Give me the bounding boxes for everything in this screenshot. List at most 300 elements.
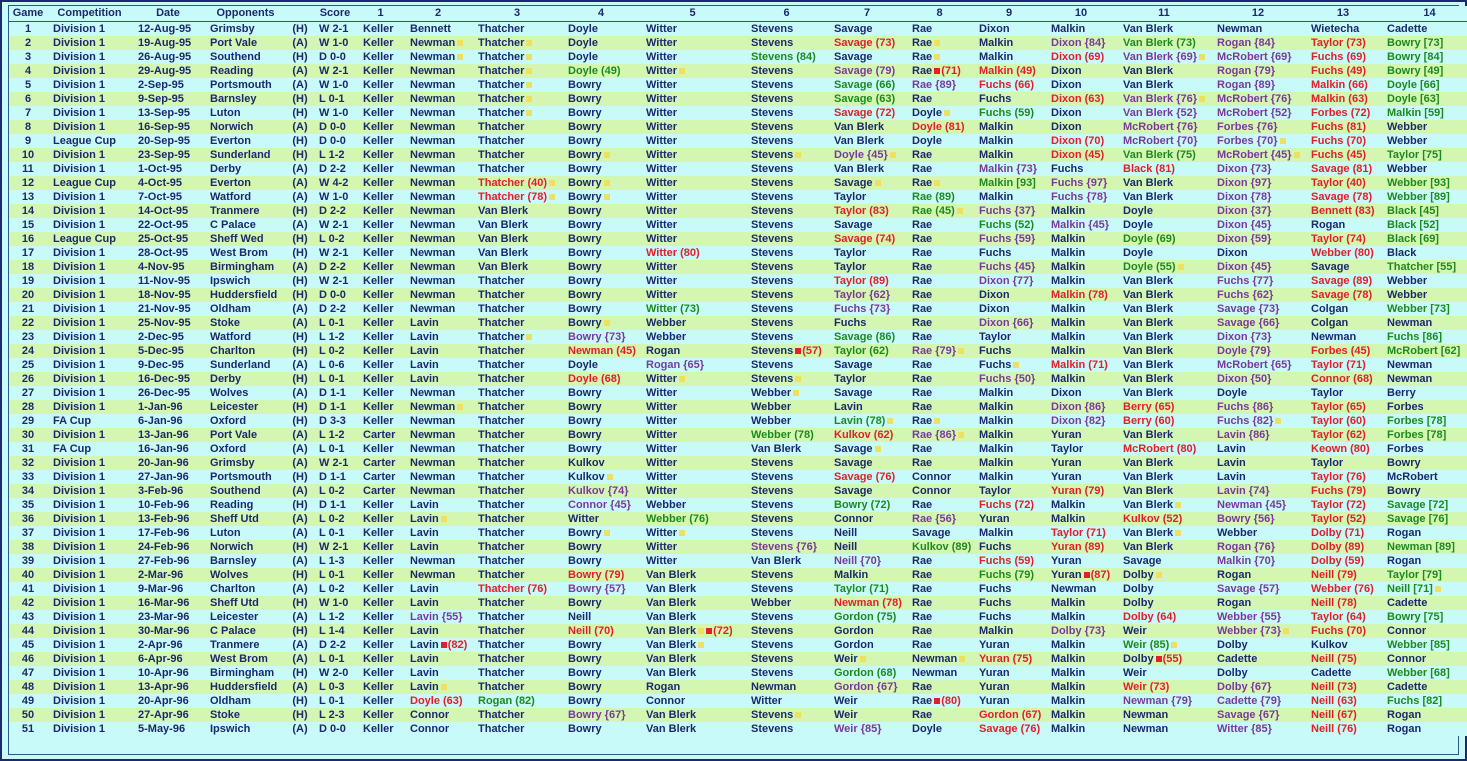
- player-cell: [973, 470, 1045, 484]
- player-cell: [1117, 302, 1211, 316]
- player-cell: [404, 92, 472, 106]
- player-cell: [640, 64, 745, 78]
- column-header[interactable]: 11: [1117, 6, 1211, 22]
- player-cell: [472, 680, 562, 694]
- venue-cell: (H): [287, 666, 313, 680]
- player-name: Fuchs [82]: [1387, 695, 1443, 707]
- score-cell: L 0-2: [313, 512, 357, 526]
- date-cell: 25-Nov-95: [132, 316, 204, 330]
- red-card-icon: [706, 628, 712, 634]
- score-cell: L 1-4: [313, 624, 357, 638]
- player-name: Fuchs: [979, 583, 1012, 595]
- table-row: [9, 302, 1467, 316]
- player-name: Webber {55}: [1217, 611, 1281, 623]
- player-name: Stevens: [751, 527, 794, 539]
- player-cell: [404, 260, 472, 274]
- column-header[interactable]: 5: [640, 6, 745, 22]
- player-name: Witter: [646, 261, 678, 273]
- player-cell: [906, 610, 973, 624]
- player-name: Malkin: [1051, 205, 1086, 217]
- column-header[interactable]: 3: [472, 6, 562, 22]
- player-name: Forbes: [1387, 443, 1424, 455]
- table-row: [9, 218, 1467, 232]
- score-cell: L 0-1: [313, 372, 357, 386]
- player-cell: [357, 624, 404, 638]
- player-name: Malkin (49): [979, 65, 1036, 77]
- player-cell: [1117, 414, 1211, 428]
- player-name: Rogan: [1311, 219, 1346, 231]
- date-cell: 2-Apr-96: [132, 638, 204, 652]
- venue-cell: (H): [287, 204, 313, 218]
- competition-cell: Division 1: [47, 274, 132, 288]
- player-name: Lavin: [410, 317, 439, 329]
- player-name: Webber {73}: [1217, 625, 1281, 637]
- player-cell: [1045, 386, 1117, 400]
- player-cell: [973, 414, 1045, 428]
- player-cell: [828, 190, 906, 204]
- player-name: Fuchs {59}: [979, 233, 1036, 245]
- player-cell: [906, 78, 973, 92]
- date-cell: 5-May-96: [132, 722, 204, 736]
- player-cell: [1381, 680, 1467, 694]
- column-header[interactable]: 14: [1381, 6, 1467, 22]
- player-name: Rae: [912, 289, 933, 301]
- yellow-card-icon: [1283, 628, 1289, 634]
- player-cell: [640, 400, 745, 414]
- player-name: Stevens: [751, 23, 794, 35]
- player-name: Black [69]: [1387, 233, 1439, 245]
- player-name: Yuran (79): [1051, 485, 1105, 497]
- player-name: Thatcher: [478, 163, 525, 175]
- player-name: Van Blerk: [751, 443, 802, 455]
- player-cell: [562, 708, 640, 722]
- player-cell: [562, 442, 640, 456]
- player-name: Malkin: [1051, 247, 1086, 259]
- venue-cell: (H): [287, 50, 313, 64]
- game-number: 14: [9, 204, 47, 218]
- player-cell: [1381, 456, 1467, 470]
- player-name: Cadette: [1311, 667, 1352, 679]
- player-cell: [973, 190, 1045, 204]
- table-row: [9, 470, 1467, 484]
- player-cell: [1117, 106, 1211, 120]
- player-cell: [562, 176, 640, 190]
- opponent-cell: Sunderland: [204, 358, 287, 372]
- competition-cell: Division 1: [47, 512, 132, 526]
- player-cell: [906, 568, 973, 582]
- player-cell: [1305, 540, 1381, 554]
- table-row: [9, 442, 1467, 456]
- player-name: Witter: [646, 233, 678, 245]
- player-name: Witter: [646, 135, 678, 147]
- player-name: Keller: [363, 373, 394, 385]
- player-cell: [828, 274, 906, 288]
- player-name: Savage {73}: [1217, 303, 1280, 315]
- player-name: Savage: [834, 387, 873, 399]
- column-header[interactable]: Date: [132, 6, 204, 22]
- player-name: Witter: [646, 177, 678, 189]
- player-name: Bowry: [568, 107, 602, 119]
- date-cell: 13-Sep-95: [132, 106, 204, 120]
- game-number: 46: [9, 652, 47, 666]
- player-name: Van Blerk: [1123, 303, 1174, 315]
- player-cell: [1381, 260, 1467, 274]
- date-cell: 24-Feb-96: [132, 540, 204, 554]
- player-name: Keller: [363, 709, 394, 721]
- player-cell: [357, 274, 404, 288]
- player-cell: [973, 386, 1045, 400]
- player-name: Thatcher: [478, 499, 525, 511]
- player-name: Taylor: [979, 485, 1012, 497]
- date-cell: 21-Nov-95: [132, 302, 204, 316]
- column-header[interactable]: 2: [404, 6, 472, 22]
- player-cell: [973, 78, 1045, 92]
- player-cell: [1045, 36, 1117, 50]
- player-cell: [1045, 414, 1117, 428]
- player-cell: [357, 106, 404, 120]
- player-cell: [1045, 428, 1117, 442]
- player-cell: [1211, 540, 1305, 554]
- game-number: 35: [9, 498, 47, 512]
- player-cell: [472, 246, 562, 260]
- date-cell: 9-Dec-95: [132, 358, 204, 372]
- opponent-cell: Reading: [204, 498, 287, 512]
- player-name: Malkin: [1051, 653, 1086, 665]
- player-cell: [1305, 204, 1381, 218]
- player-name: Yuran: [1051, 457, 1082, 469]
- yellow-card-icon: [526, 68, 532, 74]
- player-cell: [1211, 176, 1305, 190]
- player-cell: [640, 610, 745, 624]
- player-name: Savage (76): [834, 471, 896, 483]
- player-cell: [357, 652, 404, 666]
- column-header[interactable]: 7: [828, 6, 906, 22]
- player-name: Witter: [646, 415, 678, 427]
- player-name: Black (81): [1123, 163, 1175, 175]
- player-name: Keller: [363, 107, 394, 119]
- yellow-card-icon: [1275, 418, 1281, 424]
- yellow-card-icon: [934, 418, 940, 424]
- player-cell: [562, 288, 640, 302]
- player-name: Stevens: [751, 709, 794, 721]
- player-name: Stevens: [751, 499, 794, 511]
- table-row: [9, 232, 1467, 246]
- player-name: Fuchs {86}: [1217, 401, 1274, 413]
- opponent-cell: West Brom: [204, 246, 287, 260]
- column-header[interactable]: Game: [9, 6, 47, 22]
- column-header[interactable]: 1: [357, 6, 404, 22]
- yellow-card-icon: [934, 180, 940, 186]
- player-cell: [562, 694, 640, 708]
- yellow-card-icon: [526, 54, 532, 60]
- player-cell: [1117, 78, 1211, 92]
- date-cell: 1-Oct-95: [132, 162, 204, 176]
- player-cell: [1045, 694, 1117, 708]
- player-name: Dolby: [1217, 639, 1248, 651]
- player-name: Thatcher: [478, 653, 525, 665]
- column-header[interactable]: Opponents: [204, 6, 287, 22]
- competition-cell: Division 1: [47, 722, 132, 736]
- player-name: McRobert (80): [1123, 443, 1197, 455]
- competition-cell: Division 1: [47, 22, 132, 37]
- game-number: 41: [9, 582, 47, 596]
- player-name: Fuchs {45}: [979, 261, 1036, 273]
- player-cell: [640, 456, 745, 470]
- player-name: Taylor (71): [1311, 359, 1366, 371]
- player-cell: [906, 302, 973, 316]
- competition-cell: Division 1: [47, 470, 132, 484]
- player-name: Keller: [363, 93, 394, 105]
- player-cell: [1117, 582, 1211, 596]
- player-cell: [973, 134, 1045, 148]
- player-cell: [1045, 484, 1117, 498]
- player-name: Van Blerk: [1123, 289, 1174, 301]
- opponent-cell: Sunderland: [204, 148, 287, 162]
- player-cell: [973, 722, 1045, 736]
- player-cell: [357, 316, 404, 330]
- player-cell: [745, 204, 828, 218]
- column-header[interactable]: 12: [1211, 6, 1305, 22]
- yellow-card-icon: [860, 656, 866, 662]
- player-cell: [1045, 400, 1117, 414]
- player-name: Neill: [834, 541, 858, 553]
- table-row: [9, 176, 1467, 190]
- opponent-cell: Sheff Utd: [204, 596, 287, 610]
- player-name: Stevens: [751, 373, 794, 385]
- player-name: Fuchs (79): [1311, 485, 1367, 497]
- opponent-cell: Wolves: [204, 568, 287, 582]
- player-name: Webber: [1217, 527, 1258, 539]
- player-name: Savage (76): [979, 723, 1041, 735]
- player-cell: [745, 638, 828, 652]
- player-cell: [828, 22, 906, 37]
- table-row: [9, 624, 1467, 638]
- player-name: Savage (63): [834, 93, 896, 105]
- venue-cell: (A): [287, 358, 313, 372]
- player-name: Webber: [751, 401, 792, 413]
- player-cell: [640, 358, 745, 372]
- player-cell: [562, 470, 640, 484]
- player-cell: [404, 134, 472, 148]
- yellow-card-icon: [679, 376, 685, 382]
- competition-cell: Division 1: [47, 288, 132, 302]
- player-name: Van Blerk (73): [1123, 37, 1196, 49]
- player-cell: [562, 652, 640, 666]
- player-cell: [1117, 22, 1211, 37]
- player-cell: [472, 176, 562, 190]
- player-name: Thatcher: [478, 93, 525, 105]
- player-cell: [1305, 78, 1381, 92]
- player-name: Fuchs (59): [979, 107, 1035, 119]
- player-name: Malkin (63): [1311, 93, 1368, 105]
- player-name: Van Blerk: [1123, 191, 1174, 203]
- player-name: Witter (73): [646, 303, 700, 315]
- column-header[interactable]: 8: [906, 6, 973, 22]
- player-cell: [1045, 470, 1117, 484]
- player-cell: [1211, 568, 1305, 582]
- player-cell: [973, 638, 1045, 652]
- competition-cell: Division 1: [47, 246, 132, 260]
- player-name: Bowry: [568, 695, 602, 707]
- player-name: Stevens: [751, 107, 794, 119]
- player-cell: [640, 596, 745, 610]
- player-name: Newman: [410, 471, 456, 483]
- player-cell: [640, 540, 745, 554]
- competition-cell: Division 1: [47, 330, 132, 344]
- player-name: Fuchs (79): [979, 569, 1035, 581]
- player-name: Dolby: [1123, 597, 1154, 609]
- column-header[interactable]: 6: [745, 6, 828, 22]
- player-cell: [906, 64, 973, 78]
- player-cell: [1045, 260, 1117, 274]
- player-cell: [472, 722, 562, 736]
- player-cell: [828, 344, 906, 358]
- player-cell: [906, 596, 973, 610]
- red-card-icon: [934, 68, 940, 74]
- player-cell: [1211, 428, 1305, 442]
- player-name: Taylor: [979, 331, 1012, 343]
- player-name: Witter: [646, 289, 678, 301]
- column-header[interactable]: 4: [562, 6, 640, 22]
- player-cell: [640, 568, 745, 582]
- player-name: Newman: [410, 569, 456, 581]
- column-header[interactable]: Competition: [47, 6, 132, 22]
- player-cell: [828, 92, 906, 106]
- opponent-cell: Tranmere: [204, 204, 287, 218]
- player-cell: [1211, 610, 1305, 624]
- player-name: Malkin: [1051, 513, 1086, 525]
- player-cell: [745, 540, 828, 554]
- player-cell: [745, 106, 828, 120]
- player-name: Keown (80): [1311, 443, 1370, 455]
- score-cell: D 2-2: [313, 162, 357, 176]
- player-name: Malkin: [979, 625, 1014, 637]
- player-cell: [357, 190, 404, 204]
- column-header[interactable]: Score: [313, 6, 357, 22]
- player-name: Savage (89): [1311, 275, 1373, 287]
- player-cell: [1045, 666, 1117, 680]
- player-cell: [973, 694, 1045, 708]
- player-cell: [357, 288, 404, 302]
- player-name: Malkin: [1051, 597, 1086, 609]
- opponent-cell: Watford: [204, 330, 287, 344]
- player-cell: [472, 414, 562, 428]
- player-cell: [1117, 470, 1211, 484]
- player-cell: [404, 456, 472, 470]
- player-name: Van Blerk: [1123, 457, 1174, 469]
- player-cell: [1045, 190, 1117, 204]
- player-name: Rae: [912, 247, 933, 259]
- player-cell: [562, 484, 640, 498]
- venue-cell: (A): [287, 512, 313, 526]
- player-name: Keller: [363, 695, 394, 707]
- player-name: Lavin: [410, 373, 439, 385]
- player-name: Yuran: [979, 695, 1010, 707]
- player-name: McRobert: [1387, 471, 1438, 483]
- player-cell: [640, 92, 745, 106]
- venue-cell: (A): [287, 610, 313, 624]
- score-cell: L 0-2: [313, 484, 357, 498]
- player-cell: [357, 358, 404, 372]
- player-cell: [906, 428, 973, 442]
- player-name: Gordon: [834, 639, 874, 651]
- player-name: Rae {79}: [912, 345, 957, 357]
- competition-cell: Division 1: [47, 554, 132, 568]
- player-name: Savage (78): [1311, 289, 1373, 301]
- player-cell: [404, 666, 472, 680]
- player-name: Lavin {86}: [1217, 429, 1270, 441]
- player-name: Newman: [410, 289, 456, 301]
- player-name: Taylor (62): [1311, 429, 1366, 441]
- player-cell: [1305, 64, 1381, 78]
- column-header[interactable]: 9: [973, 6, 1045, 22]
- player-cell: [1381, 722, 1467, 736]
- player-name: Stevens: [751, 191, 794, 203]
- game-number: 45: [9, 638, 47, 652]
- player-cell: [1211, 512, 1305, 526]
- player-name: Yuran: [979, 639, 1010, 651]
- yellow-card-icon: [457, 404, 463, 410]
- player-cell: [1381, 596, 1467, 610]
- player-name: Rogan: [1387, 527, 1422, 539]
- player-name: Bowry: [568, 387, 602, 399]
- player-cell: [562, 638, 640, 652]
- player-name: Lavin (78): [834, 415, 886, 427]
- player-name: Bowry: [568, 163, 602, 175]
- player-name: Stevens: [751, 611, 794, 623]
- yellow-card-icon: [1171, 642, 1177, 648]
- opponent-cell: Barnsley: [204, 554, 287, 568]
- player-cell: [404, 568, 472, 582]
- player-cell: [1381, 400, 1467, 414]
- table-row: [9, 316, 1467, 330]
- player-name: Newman: [410, 163, 456, 175]
- date-cell: 4-Oct-95: [132, 176, 204, 190]
- player-cell: [357, 64, 404, 78]
- column-header[interactable]: 13: [1305, 6, 1381, 22]
- player-name: Taylor {62}: [834, 289, 891, 301]
- player-cell: [357, 372, 404, 386]
- player-cell: [828, 120, 906, 134]
- column-header[interactable]: [287, 6, 313, 22]
- player-name: Stevens: [751, 289, 794, 301]
- player-cell: [745, 372, 828, 386]
- player-cell: [1045, 526, 1117, 540]
- player-cell: [906, 386, 973, 400]
- date-cell: 9-Mar-96: [132, 582, 204, 596]
- player-cell: [1381, 358, 1467, 372]
- game-number: 44: [9, 624, 47, 638]
- player-name: Keller: [363, 653, 394, 665]
- venue-cell: (A): [287, 190, 313, 204]
- player-name: Stevens: [751, 65, 794, 77]
- player-name: Rogan: [646, 345, 681, 357]
- player-cell: [828, 134, 906, 148]
- player-name: Thatcher: [478, 65, 525, 77]
- player-cell: [562, 344, 640, 358]
- player-cell: [1305, 176, 1381, 190]
- player-name: Malkin: [979, 121, 1014, 133]
- player-cell: [1117, 330, 1211, 344]
- player-name: Dixon {50}: [1217, 373, 1272, 385]
- column-header[interactable]: 10: [1045, 6, 1117, 22]
- player-name: Fuchs (70): [1311, 625, 1367, 637]
- game-number: 37: [9, 526, 47, 540]
- player-cell: [1045, 722, 1117, 736]
- player-cell: [1381, 484, 1467, 498]
- player-name: Colgan: [1311, 303, 1349, 315]
- score-cell: L 2-3: [313, 708, 357, 722]
